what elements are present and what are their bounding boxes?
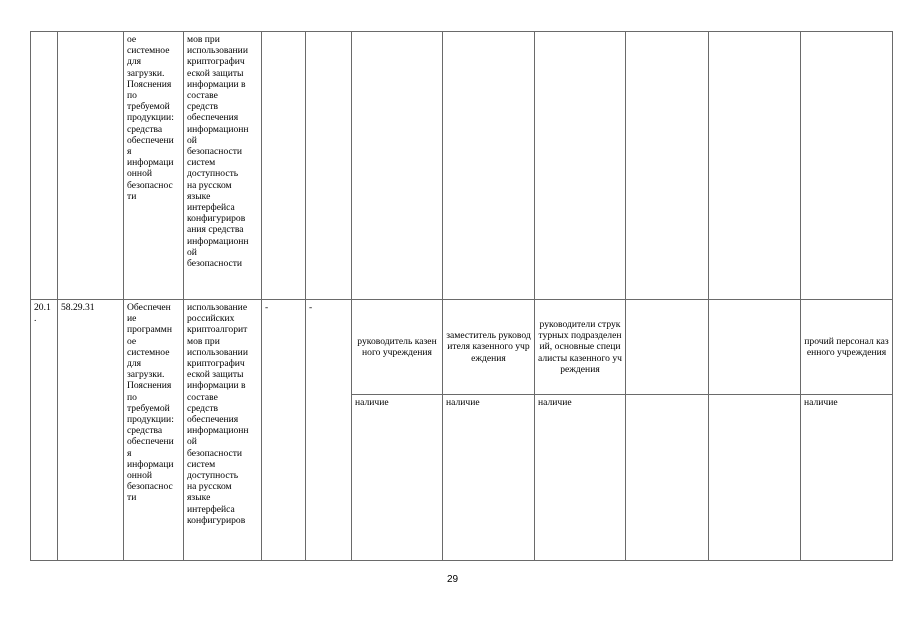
- value-cell: [626, 395, 709, 561]
- category-header: заместитель руководителя казенного учреждения: [443, 300, 535, 395]
- value-cell: наличие: [352, 395, 443, 561]
- category-cell-2: [443, 32, 535, 300]
- category-header: прочий персонал казенного учреждения: [801, 300, 893, 395]
- name-cell: ое системное для загрузки. Пояснения по требуемой продукции: средства обеспечени я информаци онной безопаснос ти: [124, 32, 184, 300]
- category-header: руководители структурных подразделений, основные специалисты казенного учреждения: [535, 300, 626, 395]
- unit-name: -: [306, 300, 352, 561]
- row-number: 20.1 .: [31, 300, 58, 561]
- product-characteristic: использование российских криптоалгорит мов при использовании криптографич еской защиты информации в составе средств обеспечения информационн ой безопасности систем доступность на русском языке интерфейса конфигуриров: [184, 300, 262, 561]
- code-cell: [58, 32, 124, 300]
- unit-code: -: [262, 300, 306, 561]
- category-header: [626, 300, 709, 395]
- value-cell: наличие: [443, 395, 535, 561]
- page-number: 29: [446, 574, 459, 585]
- table-row-continuation: [31, 32, 893, 300]
- category-header: [709, 300, 801, 395]
- category-cell-3: [535, 32, 626, 300]
- characteristic-cell: мов при использовании криптографич еской защиты информации в составе средств обеспечения информационн ой безопасности систем доступность на русском языке интерфейса конфигуриров ания средства информационн ой безопасности: [184, 32, 262, 300]
- value-cell: наличие: [801, 395, 893, 561]
- category-cell-6: [801, 32, 893, 300]
- value-cell: [709, 395, 801, 561]
- category-cell-5: [709, 32, 801, 300]
- unit-code-cell: [262, 32, 306, 300]
- unit-name-cell: [306, 32, 352, 300]
- table-row-20-1: [31, 300, 893, 395]
- procurement-table: [30, 31, 893, 561]
- category-cell-4: [626, 32, 709, 300]
- category-cell-1: [352, 32, 443, 300]
- category-header: руководитель казенного учреждения: [352, 300, 443, 395]
- product-name: Обеспечен ие программн ое системное для загрузки. Пояснения по требуемой продукции: средства обеспечени я информаци онной безопаснос ти: [124, 300, 184, 561]
- okpd-code: 58.29.31: [58, 300, 124, 561]
- num-cell: [31, 32, 58, 300]
- value-cell: наличие: [535, 395, 626, 561]
